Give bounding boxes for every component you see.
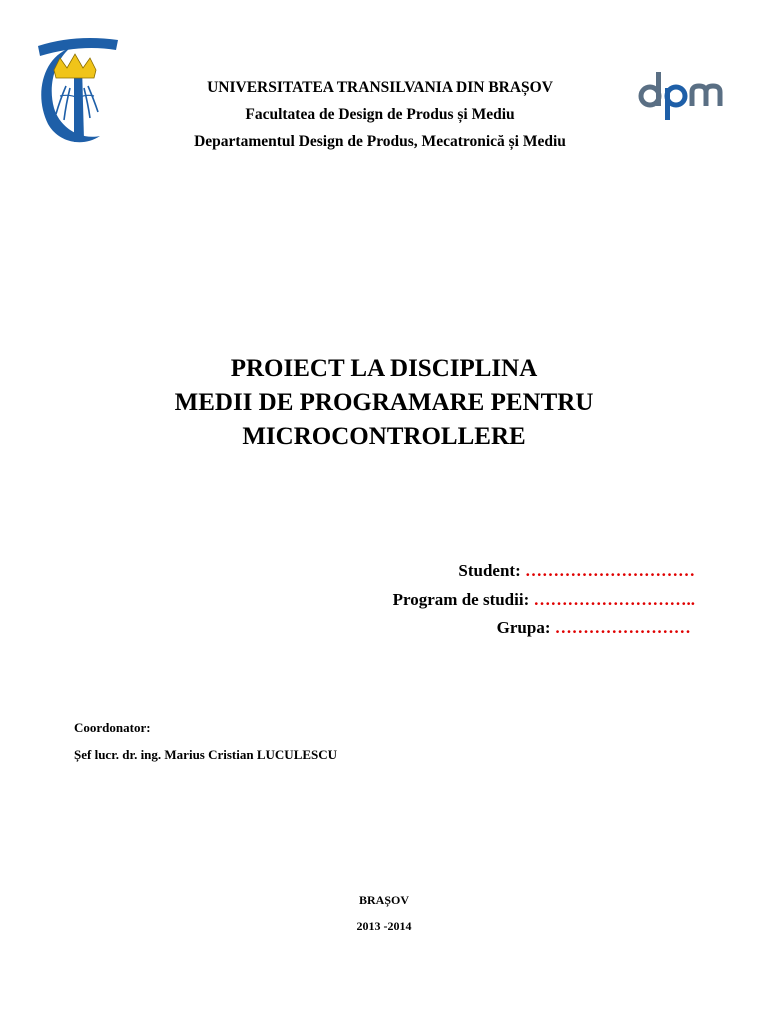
institution-header: [120, 74, 640, 155]
department-name: Departamentul Design de Produs, Mecatronică și Mediu: [194, 133, 566, 150]
university-crest-icon: [30, 36, 120, 148]
student-field: [393, 557, 695, 586]
group-field: [393, 614, 695, 643]
program-label: Program de studii:: [392, 589, 530, 609]
coordinator-name: Șef lucr. dr. ing. Marius Cristian LUCULESCU: [74, 747, 338, 762]
footer-block: [0, 887, 768, 939]
coordinator-block: [74, 714, 337, 768]
program-dots: ………………………..: [533, 589, 695, 609]
project-title: [0, 352, 768, 454]
dpm-logo-icon: [636, 66, 734, 122]
student-fields: [393, 557, 695, 643]
student-dots: …………………………: [525, 561, 695, 580]
title-line-2: MEDII DE PROGRAMARE PENTRU: [174, 389, 594, 416]
faculty-name: Facultatea de Design de Produs și Mediu: [245, 106, 515, 123]
footer-city: BRAȘOV: [358, 893, 409, 907]
student-label: Student:: [458, 561, 521, 580]
group-label: Grupa:: [496, 618, 551, 637]
university-name: UNIVERSITATEA TRANSILVANIA DIN BRAȘOV: [207, 79, 553, 96]
footer-years: 2013 -2014: [356, 919, 412, 933]
title-line-1: PROIECT LA DISCIPLINA: [230, 355, 538, 382]
program-field: [393, 586, 695, 615]
group-dots: ……………………: [554, 618, 691, 637]
coordinator-label: Coordonator:: [74, 720, 151, 735]
title-line-3: MICROCONTROLLERE: [242, 423, 526, 450]
